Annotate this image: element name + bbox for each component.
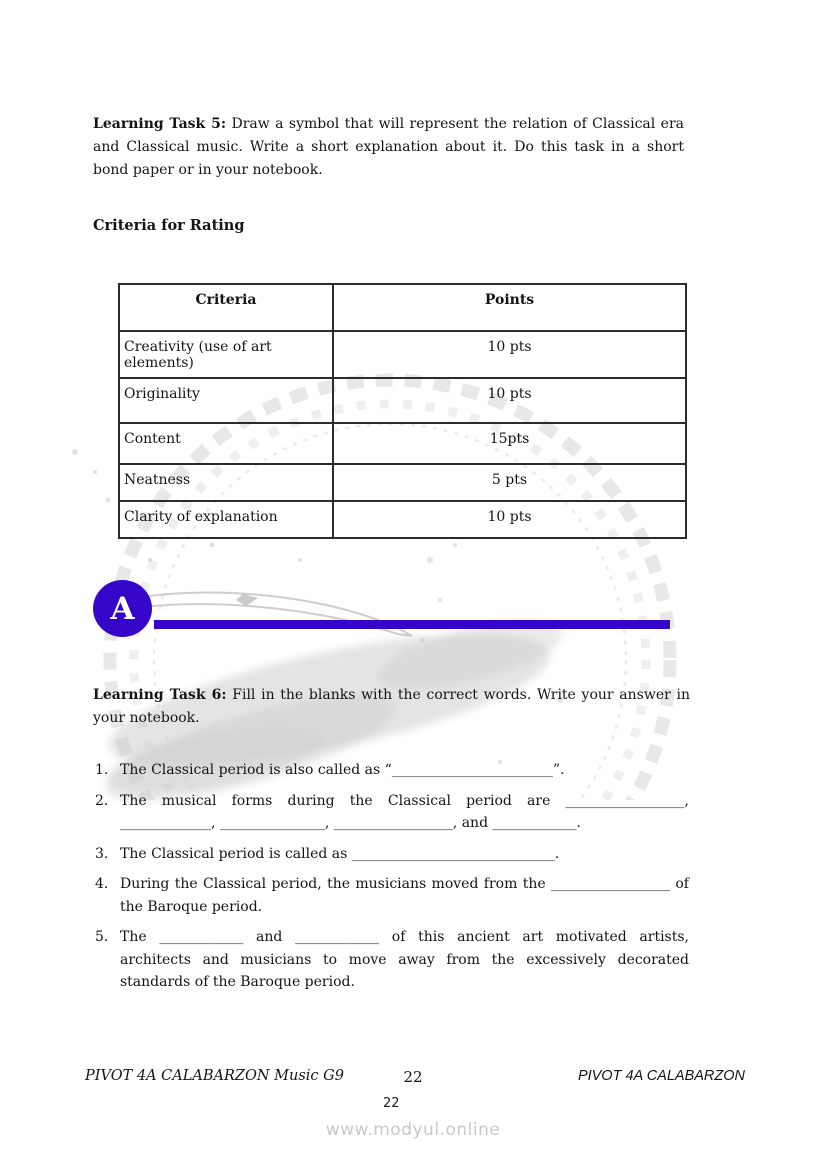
table-row xyxy=(119,464,686,501)
table-header-row xyxy=(119,284,686,331)
section-divider-rule xyxy=(154,620,670,629)
points-cell: 10 pts xyxy=(333,378,686,423)
question-list xyxy=(95,759,689,1002)
column-header-points: Points xyxy=(333,284,686,331)
points-cell: 10 pts xyxy=(333,501,686,538)
criteria-cell: Content xyxy=(119,423,333,464)
table-row xyxy=(119,501,686,538)
footer-left-text: PIVOT 4A CALABARZON Music G9 xyxy=(85,1068,344,1084)
table-row xyxy=(119,331,686,378)
points-cell: 15pts xyxy=(333,423,686,464)
list-item xyxy=(95,759,689,782)
question-text: The Classical period is also called as “_______________________”. xyxy=(120,762,565,778)
question-number: 3. xyxy=(95,845,109,862)
question-text: The ____________ and ____________ of this ancient art motivated artists, architects and musicians to move away from the excessively decorated standards of the Baroque period. xyxy=(120,929,689,990)
question-number: 5. xyxy=(95,929,109,945)
criteria-for-rating-heading: Criteria for Rating xyxy=(93,217,245,234)
list-item xyxy=(95,926,689,994)
table-row xyxy=(119,423,686,464)
footer-right-text: PIVOT 4A CALABARZON xyxy=(577,1068,745,1084)
site-watermark-text: www.modyul.online xyxy=(325,1120,501,1140)
learning-task-5-label: Learning Task 5: xyxy=(93,116,227,132)
section-a-letter: A xyxy=(110,590,135,627)
list-item xyxy=(95,843,689,866)
column-header-criteria: Criteria xyxy=(119,284,333,331)
points-cell: 10 pts xyxy=(333,331,686,378)
question-number: 4. xyxy=(95,876,109,892)
learning-task-5-paragraph xyxy=(93,113,684,182)
learning-task-6-label: Learning Task 6: xyxy=(93,687,227,703)
list-item xyxy=(95,790,689,835)
criteria-cell: Neatness xyxy=(119,464,333,501)
points-cell: 5 pts xyxy=(333,464,686,501)
page-number: 22 xyxy=(403,1068,423,1086)
question-number: 2. xyxy=(95,792,109,809)
list-item xyxy=(95,873,689,918)
criteria-cell: Creativity (use of art elements) xyxy=(119,331,333,378)
criteria-cell: Clarity of explanation xyxy=(119,501,333,538)
rating-table xyxy=(118,283,687,539)
learning-task-6-paragraph xyxy=(93,684,690,730)
question-number: 1. xyxy=(95,762,109,778)
criteria-cell: Originality xyxy=(119,378,333,423)
question-text: The Classical period is called as _____________________________. xyxy=(120,845,560,862)
question-text: During the Classical period, the musicians moved from the _________________ of the Baroque period. xyxy=(120,876,689,915)
table-row xyxy=(119,378,686,423)
question-text: The musical forms during the Classical period are _________________, _____________, _______________, _________________, and ____________. xyxy=(120,792,689,831)
page-number-small: 22 xyxy=(383,1096,400,1111)
section-a-badge xyxy=(93,580,152,637)
learning-task-6-text: Fill in the blanks with the correct words. Write your answer in your notebook. xyxy=(93,687,690,726)
learning-task-5-text: Draw a symbol that will represent the relation of Classical era and Classical music. Write a short explanation about it. Do this task in a short bond paper or in your notebook. xyxy=(93,116,684,178)
